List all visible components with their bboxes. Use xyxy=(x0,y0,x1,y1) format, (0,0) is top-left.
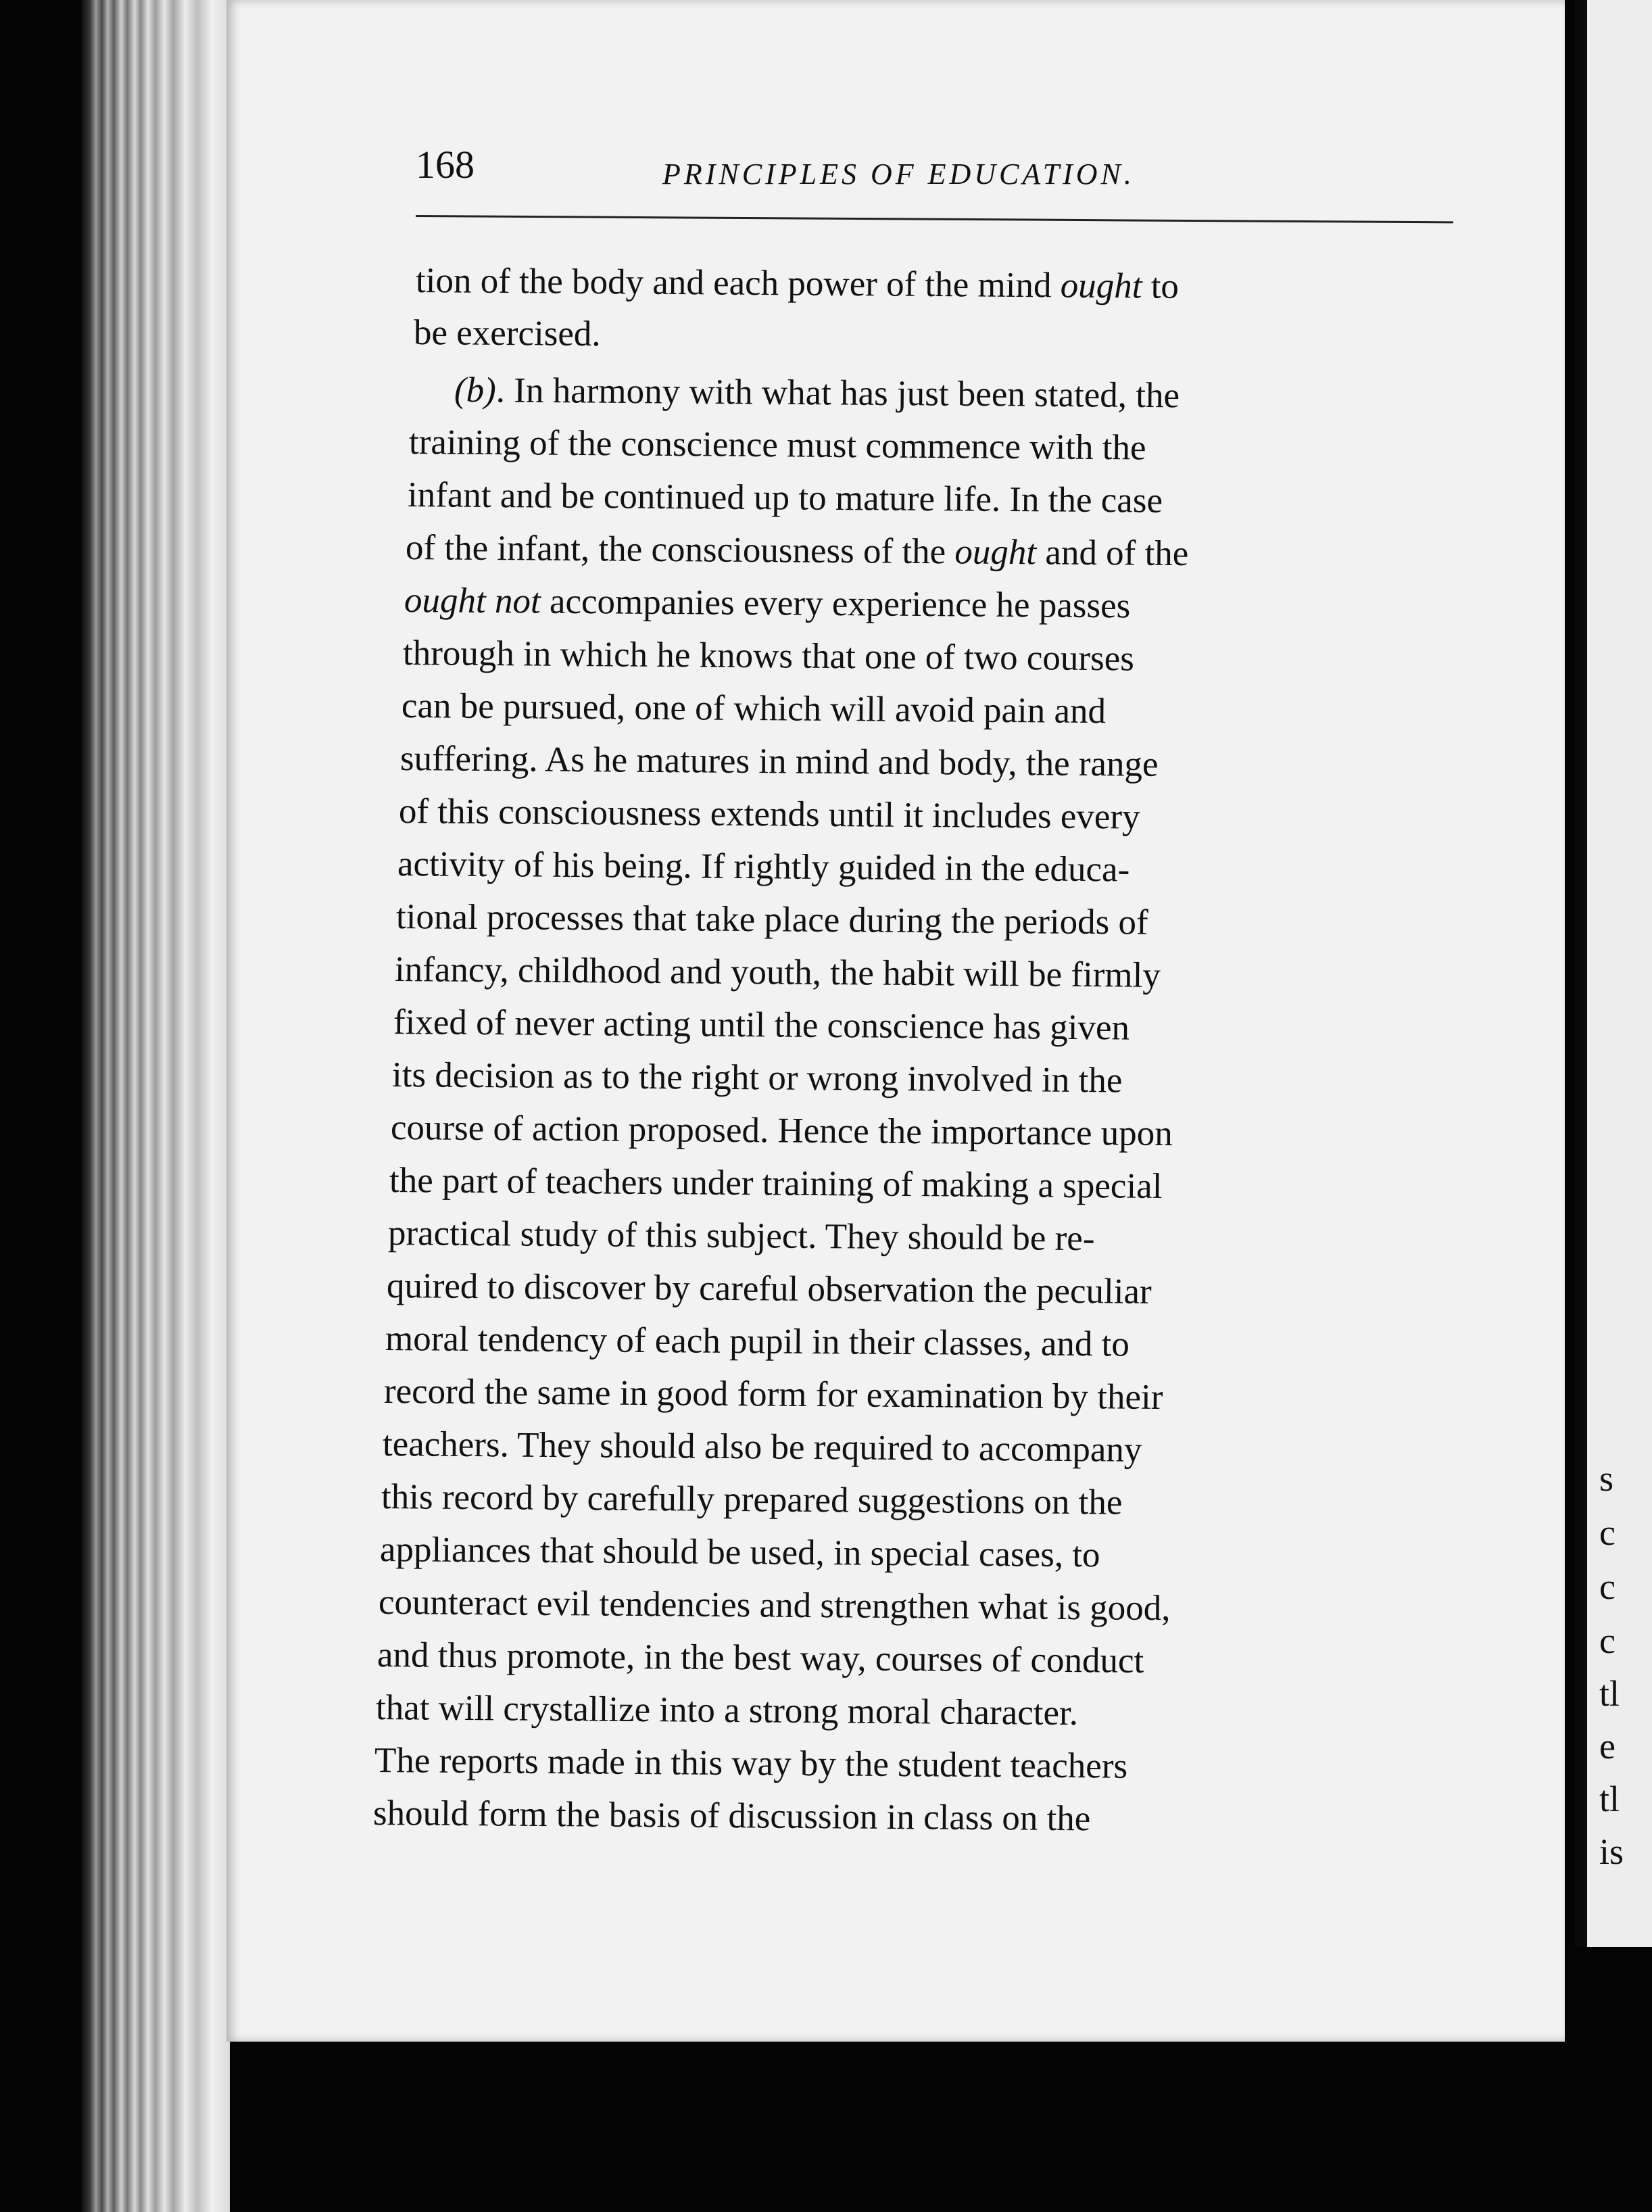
text-line: The reports made in this way by the student teachers xyxy=(374,1741,1128,1786)
text-line: through in which he knows that one of two courses xyxy=(402,633,1135,679)
next-page-fragment: c xyxy=(1599,1620,1615,1661)
text-line: tion of the body and each power of the mind ought to xyxy=(415,261,1180,306)
text-line: should form the basis of discussion in class on the xyxy=(372,1794,1091,1839)
text-line: infant and be continued up to mature life. In the case xyxy=(407,475,1163,521)
text-line: quired to discover by careful observation the peculiar xyxy=(386,1266,1152,1312)
text-line: of this consciousness extends until it includes every xyxy=(398,792,1140,837)
next-page-fragment: tl xyxy=(1599,1779,1620,1819)
text-line: activity of his being. If rightly guided in the educa- xyxy=(397,844,1130,890)
text-line: tional processes that take place during the periods of xyxy=(395,897,1148,942)
next-page-fragment: s xyxy=(1599,1458,1614,1499)
text-line: suffering. As he matures in mind and body, the range xyxy=(399,739,1159,784)
italic-word: (b) xyxy=(454,370,497,410)
italic-word: ought not xyxy=(404,581,541,621)
text-line: course of action proposed. Hence the importance upon xyxy=(390,1108,1173,1154)
text-line: record the same in good form for examination by their xyxy=(383,1372,1163,1418)
italic-word: ought xyxy=(954,532,1037,573)
text-line: (b). In harmony with what has just been stated, the xyxy=(454,370,1180,416)
running-title: PRINCIPLES OF EDUCATION. xyxy=(662,158,1135,191)
text-line: teachers. They should also be required to accompany xyxy=(382,1424,1142,1470)
text-line: training of the conscience must commence with the xyxy=(408,423,1146,468)
next-page-fragment: is xyxy=(1599,1831,1624,1872)
italic-word: ought xyxy=(1060,266,1142,306)
text-line: moral tendency of each pupil in their classes, and to xyxy=(385,1319,1130,1364)
text-line: fixed of never acting until the conscience has given xyxy=(393,1003,1130,1048)
text-line: counteract evil tendencies and strengthen what is good, xyxy=(378,1583,1171,1629)
next-page-fragment: e xyxy=(1599,1726,1615,1766)
text-line: its decision as to the right or wrong involved in the xyxy=(391,1055,1123,1101)
text-line: practical study of this subject. They should be re- xyxy=(387,1213,1095,1259)
text-line: the part of teachers under training of making a special xyxy=(389,1161,1163,1206)
text-line: be exercised. xyxy=(413,313,601,354)
text-line: can be pursued, one of which will avoid pain and xyxy=(401,686,1107,731)
page-number: 168 xyxy=(416,143,475,187)
text-line: of the infant, the consciousness of the ought and of the xyxy=(405,528,1189,574)
next-page-fragment: c xyxy=(1599,1566,1615,1607)
next-page-fragment: tl xyxy=(1599,1673,1620,1714)
text-line: appliances that should be used, in special cases, to xyxy=(379,1530,1100,1575)
text-line: this record by carefully prepared suggestions on the xyxy=(381,1477,1123,1522)
next-page-fragment: c xyxy=(1599,1512,1615,1553)
text-line: and thus promote, in the best way, courses of conduct xyxy=(376,1635,1144,1681)
text-line: ought not accompanies every experience he passes xyxy=(404,581,1131,626)
text-line: that will crystallize into a strong moral character. xyxy=(375,1688,1079,1733)
text-line: infancy, childhood and youth, the habit will be firmly xyxy=(394,950,1161,995)
